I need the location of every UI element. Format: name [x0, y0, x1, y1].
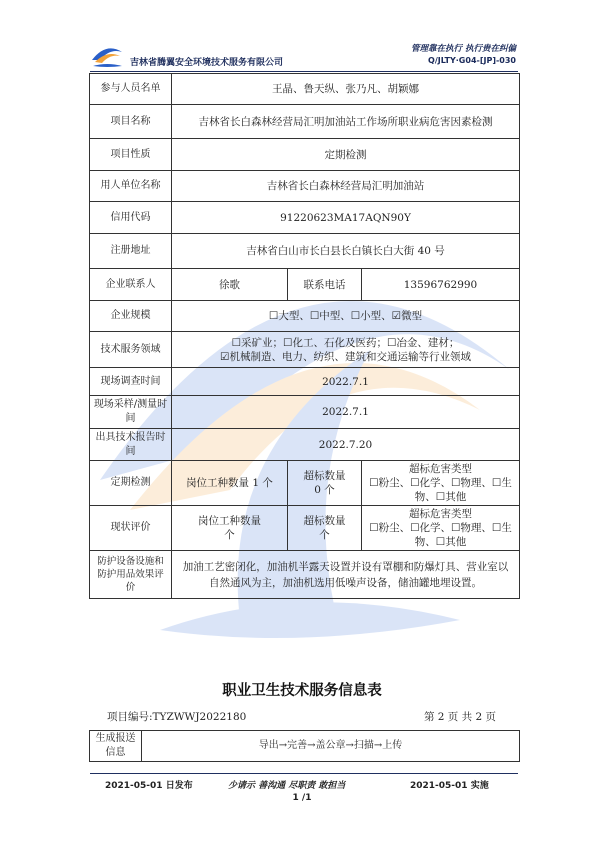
protection-value: 加油工艺密闭化，加油机半露天设置并设有罩棚和防爆灯具、营业室以自然通风为主，加油机选用低噪声设备，储油罐地埋设置。	[172, 551, 520, 599]
table-row	[90, 368, 520, 396]
row-value: 定期检测	[172, 139, 520, 171]
table-row	[90, 731, 520, 762]
table-row	[90, 429, 520, 461]
survey-time-label: 现场调查时间	[90, 368, 172, 396]
current-hazard-title: 超标危害类型	[409, 508, 472, 520]
table-row	[90, 234, 520, 269]
row-label: 参与人员名单	[90, 74, 172, 105]
current-hazard-line-2: 物、☐其他	[414, 536, 467, 548]
row-value: 吉林省长白森林经营局汇明加油站	[172, 171, 520, 202]
table-row	[90, 332, 520, 368]
periodic-hazard-title: 超标危害类型	[409, 463, 472, 475]
sampling-time-label: 现场采样/测量时间	[90, 396, 172, 429]
current-hazard	[362, 506, 520, 551]
footer-motto: 少请示 善沟通 尽职责 敢担当	[228, 781, 346, 791]
current-hazard-line-1: ☐粉尘、☐化学、☐物理、☐生	[369, 522, 512, 534]
service-line-1: ☐采矿业；☐化工、石化及医药；☐冶金、建材；	[231, 336, 460, 349]
periodic-exceed	[288, 461, 362, 506]
current-exceed	[288, 506, 362, 551]
current-posts	[172, 506, 288, 551]
protection-label: 防护设备设施和防护用品效果评价	[90, 551, 172, 599]
sampling-time-value: 2022.7.1	[172, 396, 520, 429]
footer-divider	[90, 773, 518, 774]
scale-value: ☐大型、☐中型、☐小型、☑微型	[172, 301, 520, 332]
info-row-label: 生成报送信息	[90, 731, 142, 762]
table-row	[90, 74, 520, 105]
table-row	[90, 202, 520, 234]
periodic-label: 定期检测	[90, 461, 172, 506]
header-divider	[90, 71, 518, 72]
page-number: 1 /1	[292, 793, 312, 803]
contact-name: 徐歌	[172, 269, 288, 301]
table-row	[90, 105, 520, 139]
company-name: 吉林省腾翼安全环境技术服务有限公司	[130, 58, 284, 68]
table-row	[90, 461, 520, 506]
report-time-label: 出具技术报告时间	[90, 429, 172, 461]
row-label: 项目性质	[90, 139, 172, 171]
project-info-table	[89, 73, 520, 599]
phone-value: 13596762990	[362, 269, 520, 301]
info-sheet-table	[89, 730, 520, 762]
current-posts-line-2: 个	[224, 529, 235, 541]
report-time-value: 2022.7.20	[172, 429, 520, 461]
periodic-hazard	[362, 461, 520, 506]
table-row	[90, 301, 520, 332]
row-value: 王晶、鲁天纵、张乃凡、胡颖娜	[172, 74, 520, 105]
document-code: Q/JLTY·G04-[JP]-030	[428, 56, 516, 65]
implementation-date: 2021-05-01 实施	[410, 781, 489, 791]
row-label: 项目名称	[90, 105, 172, 139]
scale-label: 企业规模	[90, 301, 172, 332]
info-sheet-title: 职业卫生技术服务信息表	[222, 683, 382, 699]
row-value: 吉林省白山市长白县长白镇长白大街 40 号	[172, 234, 520, 269]
issue-date: 2021-05-01 日发布	[105, 781, 193, 791]
header-slogan: 管理靠在执行 执行贵在纠偏	[411, 44, 516, 54]
periodic-exceed-label: 超标数量	[303, 470, 346, 482]
current-exceed-line-2: 个	[319, 529, 330, 541]
periodic-exceed-value: 0 个	[314, 484, 335, 496]
table-row	[90, 171, 520, 202]
service-value	[172, 332, 520, 368]
contact-label: 企业联系人	[90, 269, 172, 301]
row-label: 注册地址	[90, 234, 172, 269]
current-exceed-line-1: 超标数量	[303, 515, 346, 527]
table-row	[90, 506, 520, 551]
page-header	[90, 40, 518, 70]
row-value: 91220623MA17AQN90Y	[172, 202, 520, 234]
table-row	[90, 396, 520, 429]
periodic-hazard-line-1: ☐粉尘、☐化学、☐物理、☐生	[369, 477, 512, 489]
row-label: 用人单位名称	[90, 171, 172, 202]
row-value: 吉林省长白森林经营局汇明加油站工作场所职业病危害因素检测	[172, 105, 520, 139]
current-posts-line-1: 岗位工种数量	[198, 515, 261, 527]
table-row	[90, 551, 520, 599]
phone-label: 联系电话	[288, 269, 362, 301]
page-info: 第 2 页 共 2 页	[423, 711, 496, 723]
periodic-posts: 岗位工种数量 1 个	[172, 461, 288, 506]
row-label: 信用代码	[90, 202, 172, 234]
periodic-hazard-line-2: 物、☐其他	[414, 491, 467, 503]
company-logo-icon	[90, 42, 124, 68]
service-line-2: ☑机械制造、电力、纺织、建筑和交通运输等行业领域	[220, 350, 471, 363]
table-row	[90, 269, 520, 301]
project-number: 项目编号:TYZWWJ2022180	[107, 711, 247, 723]
table-row	[90, 139, 520, 171]
info-row-value: 导出→完善→盖公章→扫描→上传	[142, 731, 520, 762]
survey-time-value: 2022.7.1	[172, 368, 520, 396]
service-label: 技术服务领域	[90, 332, 172, 368]
current-label: 现状评价	[90, 506, 172, 551]
